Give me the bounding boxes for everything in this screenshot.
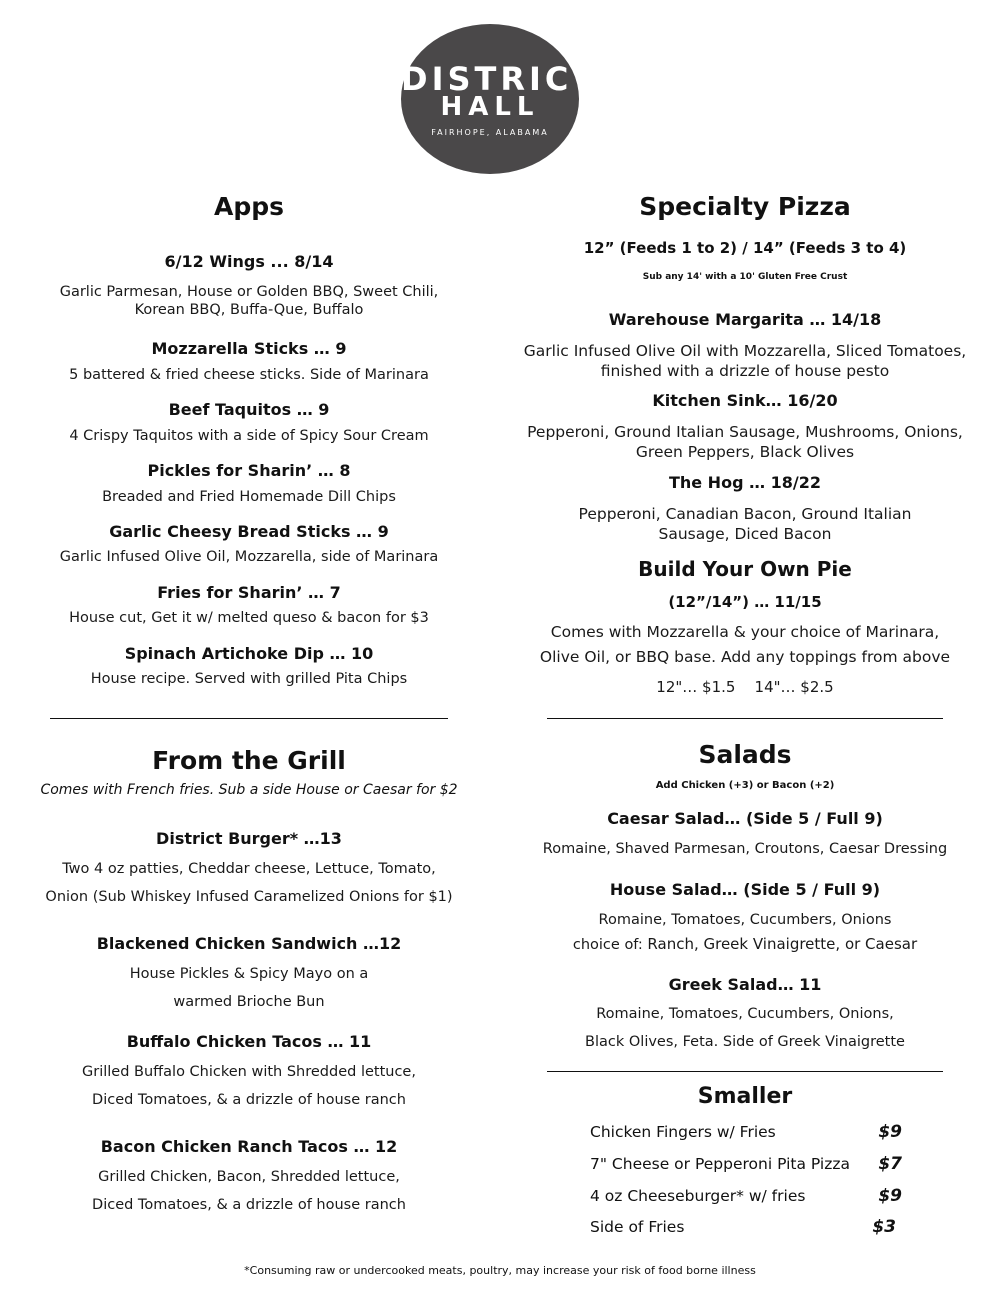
salads-addon-note: Add Chicken (+3) or Bacon (+2)	[655, 780, 835, 791]
menu-item-desc: 5 battered & fried cheese sticks. Side of Marinara	[69, 367, 429, 383]
menu-item-desc: Grilled Buffalo Chicken with Shredded lettuce,	[82, 1064, 416, 1080]
byo-desc: Comes with Mozzarella & your choice of Marinara,	[550, 623, 940, 641]
menu-item-name: Warehouse Margarita … 14/18	[608, 310, 882, 329]
menu-item-desc: warmed Brioche Bun	[173, 994, 325, 1010]
smaller-item	[590, 1153, 902, 1175]
menu-item-name: Mozzarella Sticks … 9	[151, 339, 347, 358]
menu-item-desc: Diced Tomatoes, & a drizzle of house ranch	[92, 1197, 406, 1213]
menu-item-desc: Grilled Chicken, Bacon, Shredded lettuce,	[98, 1169, 400, 1185]
menu-item-desc: Pepperoni, Ground Italian Sausage, Mushrooms, Onions,	[527, 423, 963, 441]
menu-item-name: District Burger* …13	[156, 829, 342, 848]
menu-item-name: House Salad… (Side 5 / Full 9)	[609, 880, 881, 899]
smaller-item-name: Chicken Fingers w/ Fries	[590, 1123, 776, 1141]
menu-item-desc: Romaine, Tomatoes, Cucumbers, Onions,	[596, 1006, 894, 1022]
byo-topping-prices: 12"… $1.5 14"… $2.5	[656, 678, 834, 696]
menu-item-name: Garlic Cheesy Bread Sticks … 9	[109, 522, 389, 541]
menu-item-name: Greek Salad… 11	[668, 975, 822, 994]
logo-line-location: FAIRHOPE, ALABAMA	[431, 128, 549, 137]
menu-item-desc: Garlic Parmesan, House or Golden BBQ, Sweet Chili,	[59, 284, 439, 300]
choice-prefix: choice of:	[572, 937, 648, 953]
menu-item-desc: Green Peppers, Black Olives	[635, 443, 855, 461]
byo-title: Build Your Own Pie	[638, 557, 852, 581]
choice-options: Ranch, Greek Vinaigrette, or Caesar	[647, 935, 918, 953]
menu-item-name: Caesar Salad… (Side 5 / Full 9)	[607, 809, 883, 828]
smaller-item	[590, 1216, 896, 1238]
smaller-item-price: $9	[878, 1186, 902, 1206]
menu-item-desc: Garlic Infused Olive Oil with Mozzarella, Sliced Tomatoes,	[523, 342, 967, 360]
menu-item-name: Beef Taquitos … 9	[168, 400, 330, 419]
grill-note: Comes with French fries. Sub a side House or Caesar for $2	[40, 782, 458, 798]
menu-item-name: Fries for Sharin’ … 7	[157, 583, 341, 602]
smaller-item-price: $3	[872, 1217, 896, 1237]
menu-item-name: The Hog … 18/22	[668, 473, 822, 492]
menu-item-name: Bacon Chicken Ranch Tacos … 12	[100, 1137, 398, 1156]
smaller-item-name: 4 oz Cheeseburger* w/ fries	[590, 1187, 806, 1205]
menu-item-desc: Romaine, Tomatoes, Cucumbers, Onions	[598, 912, 892, 928]
menu-item-name: Pickles for Sharin’ … 8	[147, 461, 351, 480]
smaller-item	[590, 1185, 902, 1207]
smaller-item-name: 7" Cheese or Pepperoni Pita Pizza	[590, 1155, 850, 1173]
menu-item-name: Buffalo Chicken Tacos … 11	[126, 1032, 372, 1051]
smaller-section	[520, 0, 970, 1294]
grill-section	[38, 0, 460, 1294]
menu-item-desc: Diced Tomatoes, & a drizzle of house ranch	[92, 1092, 406, 1108]
smaller-title: Smaller	[697, 1084, 793, 1109]
menu-item-desc: House Pickles & Spicy Mayo on a	[129, 966, 369, 982]
pizza-title: Specialty Pizza	[639, 192, 851, 221]
gluten-free-note: Sub any 14' with a 10' Gluten Free Crust	[642, 272, 848, 282]
menu-item-desc: House cut, Get it w/ melted queso & bacon for $3	[69, 610, 429, 626]
logo-line-hall: HALL	[440, 92, 540, 122]
smaller-item-price: $7	[878, 1154, 902, 1174]
smaller-item-name: Side of Fries	[590, 1218, 685, 1236]
smaller-item	[590, 1121, 902, 1143]
menu-item-desc: House recipe. Served with grilled Pita Chips	[90, 671, 408, 687]
smaller-item-price: $9	[878, 1122, 902, 1142]
menu-item-desc: Onion (Sub Whiskey Infused Caramelized Onions for $1)	[45, 889, 453, 905]
byo-desc: Olive Oil, or BBQ base. Add any toppings from above	[539, 648, 951, 666]
menu-item-desc: Pepperoni, Canadian Bacon, Ground Italian	[578, 505, 912, 523]
menu-item-desc: Two 4 oz patties, Cheddar cheese, Lettuce, Tomato,	[62, 861, 436, 877]
menu-item-desc: Sausage, Diced Bacon	[658, 525, 832, 543]
pizza-sizes: 12” (Feeds 1 to 2) / 14” (Feeds 3 to 4)	[583, 239, 907, 257]
menu-item-desc: Garlic Infused Olive Oil, Mozzarella, side of Marinara	[59, 549, 439, 565]
menu-item-desc: Black Olives, Feta. Side of Greek Vinaigrette	[585, 1034, 905, 1050]
menu-item-desc: finished with a drizzle of house pesto	[600, 362, 890, 380]
menu-item-desc: Breaded and Fried Homemade Dill Chips	[102, 489, 396, 505]
menu-item-name: Blackened Chicken Sandwich …12	[96, 934, 402, 953]
apps-title: Apps	[213, 192, 285, 221]
menu-item-name: 6/12 Wings ... 8/14	[164, 252, 334, 271]
menu-item-desc: Korean BBQ, Buffa-Que, Buffalo	[134, 302, 364, 318]
byo-price: (12”/14”) … 11/15	[668, 593, 822, 611]
logo-line-district: DISTRICT	[401, 60, 599, 98]
salads-title: Salads	[698, 740, 792, 769]
grill-title: From the Grill	[152, 746, 346, 775]
menu-item-name: Kitchen Sink… 16/20	[652, 391, 838, 410]
menu-item-desc: Romaine, Shaved Parmesan, Croutons, Caesar Dressing	[542, 841, 948, 857]
menu-item-desc: 4 Crispy Taquitos with a side of Spicy Sour Cream	[69, 428, 429, 444]
menu-item-name: Spinach Artichoke Dip … 10	[124, 644, 374, 663]
food-safety-disclaimer: *Consuming raw or undercooked meats, poultry, may increase your risk of food borne illness	[244, 1264, 756, 1277]
